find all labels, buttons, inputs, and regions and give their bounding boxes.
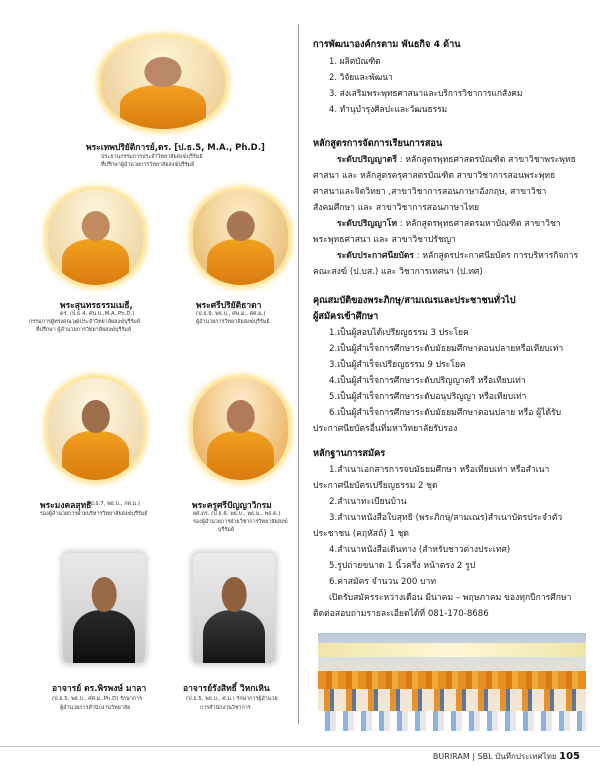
section-title: การพัฒนาองค์กรตาม พันธกิจ 4 ด้าน xyxy=(313,39,461,50)
list-item: ประกาศนียบัตรอื่นที่มหาวิทยาลัยรับรอง xyxy=(313,424,458,434)
page-number: 105 xyxy=(559,751,580,762)
section-curriculum xyxy=(313,136,591,280)
list-item: 6.ค่าสมัคร จำนวน 200 บาท xyxy=(329,577,437,587)
footer-brand: BURIRAM xyxy=(432,752,470,761)
person-role: ผู้อำนวยการวิทยาลัยสงฆ์บุรีรัมย์ xyxy=(196,319,270,325)
list-item: 1.เป็นผู้สอบได้เปรียญธรรม 3 ประโยค xyxy=(329,328,469,338)
list-item: 4.เป็นผู้สำเร็จการศึกษาระดับปริญญาตรี หรือเทียบเท่า xyxy=(329,376,526,386)
list-item: 3.สำเนาหนังสือใบสุทธิ (พระภิกษุ/สามเณร)สำเนาบัตรประจำตัว xyxy=(329,513,563,523)
section-title: หลักสูตรการจัดการเรียนการสอน xyxy=(313,138,443,149)
person-name: พระมงคลสุทธิ xyxy=(40,501,92,511)
person-role: (ป.ธ.7, พธ.บ., กศ.ม.) xyxy=(88,501,140,507)
portrait-photo xyxy=(193,378,288,480)
person-role: กรรมการผู้ทรงคุณวุฒิประจำวิทยาลัยสงฆ์บุรีรัมย์ xyxy=(29,319,141,325)
level-text: : หลักสูตรพุทธศาสตรมหาบัณฑิต สาขาวิชา xyxy=(397,219,561,229)
level-text: : หลักสูตรพุทธศาสตรบัณฑิต สาขาวิชาพระพุทธ xyxy=(397,155,576,165)
list-item: 3.เป็นผู้สำเร็จเปรียญธรรม 9 ประโยค xyxy=(329,360,466,370)
level-text: คณะสงฆ์ (ป.บส.) และ วิชาการเทศนา (ป.ทศ) xyxy=(313,267,483,277)
section-title: ผู้สมัครเข้าศึกษา xyxy=(313,311,379,322)
person-name: พระเทพปริยัติการย์,ดร. [ป.ธ.5, M.A., Ph.D.] xyxy=(86,143,265,153)
person-role: ผศ.ดร. (ป.ธ.6, พธ.บ., พธ.ม., พธ.ด.) xyxy=(193,511,281,517)
portrait-photo xyxy=(48,190,143,285)
list-item: เปิดรับสมัครระหว่างเดือน มีนาคม – พฤษภาคม ของทุกปีการศึกษา xyxy=(329,593,572,603)
person-role: ดร. (ป.ธ.4, ศน.บ.,M.A.,Ph.D.) xyxy=(60,311,135,317)
portrait-photo xyxy=(63,553,145,663)
list-item: 4. ทำนุบำรุงศิลปะและวัฒนธรรม xyxy=(329,104,448,114)
person-role: ประธานกรรมการประจำวิทยาลัยสงฆ์บุรีรัมย์ xyxy=(101,154,203,160)
list-item: ติดต่อสอบถามรายละเอียดได้ที่ 081-170-8686 xyxy=(313,609,489,619)
person-role: ที่ปรึกษาผู้อำนวยการวิทยาลัยสงฆ์บุรีรัมย์ xyxy=(101,162,195,168)
level-text: สังคมศึกษา และ สาขาวิชาการสอนภาษาไทย xyxy=(313,203,480,213)
person-role: ผู้อำนวยการสำนักงานวิทยาลัย xyxy=(60,705,131,711)
section-qualifications xyxy=(313,293,591,437)
footer-sep: | xyxy=(472,752,476,761)
person-name: พระศรีปริยัติธาดา xyxy=(196,301,262,311)
portrait-photo xyxy=(193,190,288,285)
level-label: ระดับประกาศนียบัตร xyxy=(337,251,414,261)
level-text: ศาสนาและจิตวิทยา ,สาขาวิชาการสอนภาษาอังกฤษ, สาขาวิชา xyxy=(313,187,547,197)
level-text: : หลักสูตรประกาศนียบัตร การบริหารกิจการ xyxy=(414,251,579,261)
section-title: หลักฐานการสมัคร xyxy=(313,448,386,459)
section-documents xyxy=(313,446,591,622)
list-item: 4.สำเนาหนังสือเดินทาง (สำหรับชาวต่างประเทศ) xyxy=(329,545,511,555)
list-item: 6.เป็นผู้สำเร็จการศึกษาระดับมัธยมศึกษาตอนปลาย หรือ ผู้ได้รับ xyxy=(329,408,562,418)
person-role: รองผู้อำนวยการฝ่ายวิชาการวิทยาลัยสงฆ์ xyxy=(193,519,288,525)
list-item: 3. ส่งเสริมพระพุทธศาสนาและบริการวิชาการแก่สังคม xyxy=(329,88,523,98)
column-divider xyxy=(298,24,299,724)
person-name: อาจารย์ ดร.พิรพงษ์ มาลา xyxy=(52,684,147,694)
person-role: (ป.ธ.5, พธ.บ., ศศ.ม.,Ph.D) รักษาการ xyxy=(52,696,143,702)
list-item: 2. วิจัยและพัฒนา xyxy=(329,72,393,82)
person-name: พระครูศรีปัญญาวิกรม xyxy=(192,501,272,511)
list-item: 5.รูปถ่ายขนาด 1 นิ้วครึ่ง หน้าตรง 2 รูป xyxy=(329,561,476,571)
list-item: ประกาศนียบัตรเปรียญธรรม 2 ชุด xyxy=(313,481,438,491)
person-role: การสำนักงานวิชาการ xyxy=(200,705,251,711)
person-name: อาจารย์รังสิทธิ์ วิหกเหิน xyxy=(183,684,270,694)
footer-magazine: SBL บันทึกประเทศไทย xyxy=(477,752,557,761)
level-text: ศาสนา และ หลักสูตรครุศาสตรบัณฑิต สาขาวิชาการสอนพระพุทธ xyxy=(313,171,556,181)
footer-text xyxy=(433,750,580,763)
section-title: คุณสมบัติของพระภิกษุ/สามเณรและประชาชนทั่วไป xyxy=(313,295,516,306)
group-photo xyxy=(318,633,586,731)
level-label: ระดับปริญญาตรี xyxy=(337,155,398,165)
list-item: 1. ผลิตบัณฑิต xyxy=(329,56,381,66)
section-missions xyxy=(313,37,522,117)
list-item: 5.เป็นผู้สำเร็จการศึกษาระดับอนุปริญญา หรือเทียบเท่า xyxy=(329,392,527,402)
portrait-photo xyxy=(48,378,143,480)
list-item: 1.สำเนาเอกสารการจบมัธยมศึกษา หรือเทียบเท่า หรือสำเนา xyxy=(329,465,550,475)
list-item: 2.เป็นผู้สำเร็จการศึกษาระดับมัธยมศึกษาตอนปลายหรือเทียบเท่า xyxy=(329,344,564,354)
level-label: ระดับปริญญาโท xyxy=(337,219,398,229)
person-role: ที่ปรึกษา ผู้อำนวยการวิทยาลัยสงฆ์บุรีรัมย์ xyxy=(36,327,131,333)
portrait-photo xyxy=(101,37,225,129)
person-role: (ป.ธ.9, พธ.บ., ศษ.ม., ศศ.ม.) xyxy=(196,311,266,317)
portrait-photo xyxy=(193,553,275,663)
list-item: ประชาชน (คฤหัสถ์) 1 ชุด xyxy=(313,529,409,539)
person-name: พระสุนทรธรรมเมธี, xyxy=(60,301,133,311)
level-text: พระพุทธศาสนา และ สาขาวิชาปรัชญา xyxy=(313,235,456,245)
list-item: 2.สำเนาทะเบียนบ้าน xyxy=(329,497,407,507)
person-role: บุรีรัมย์ xyxy=(218,527,234,533)
person-role: (ป.ธ.5, พธ.บ., ศ.ม.) รักษาการผู้อำนวย xyxy=(186,696,278,702)
person-role: รองผู้อำนวยการฝ่ายบริหารวิทยาลัยสงฆ์บุรีรัมย์ xyxy=(40,511,148,517)
